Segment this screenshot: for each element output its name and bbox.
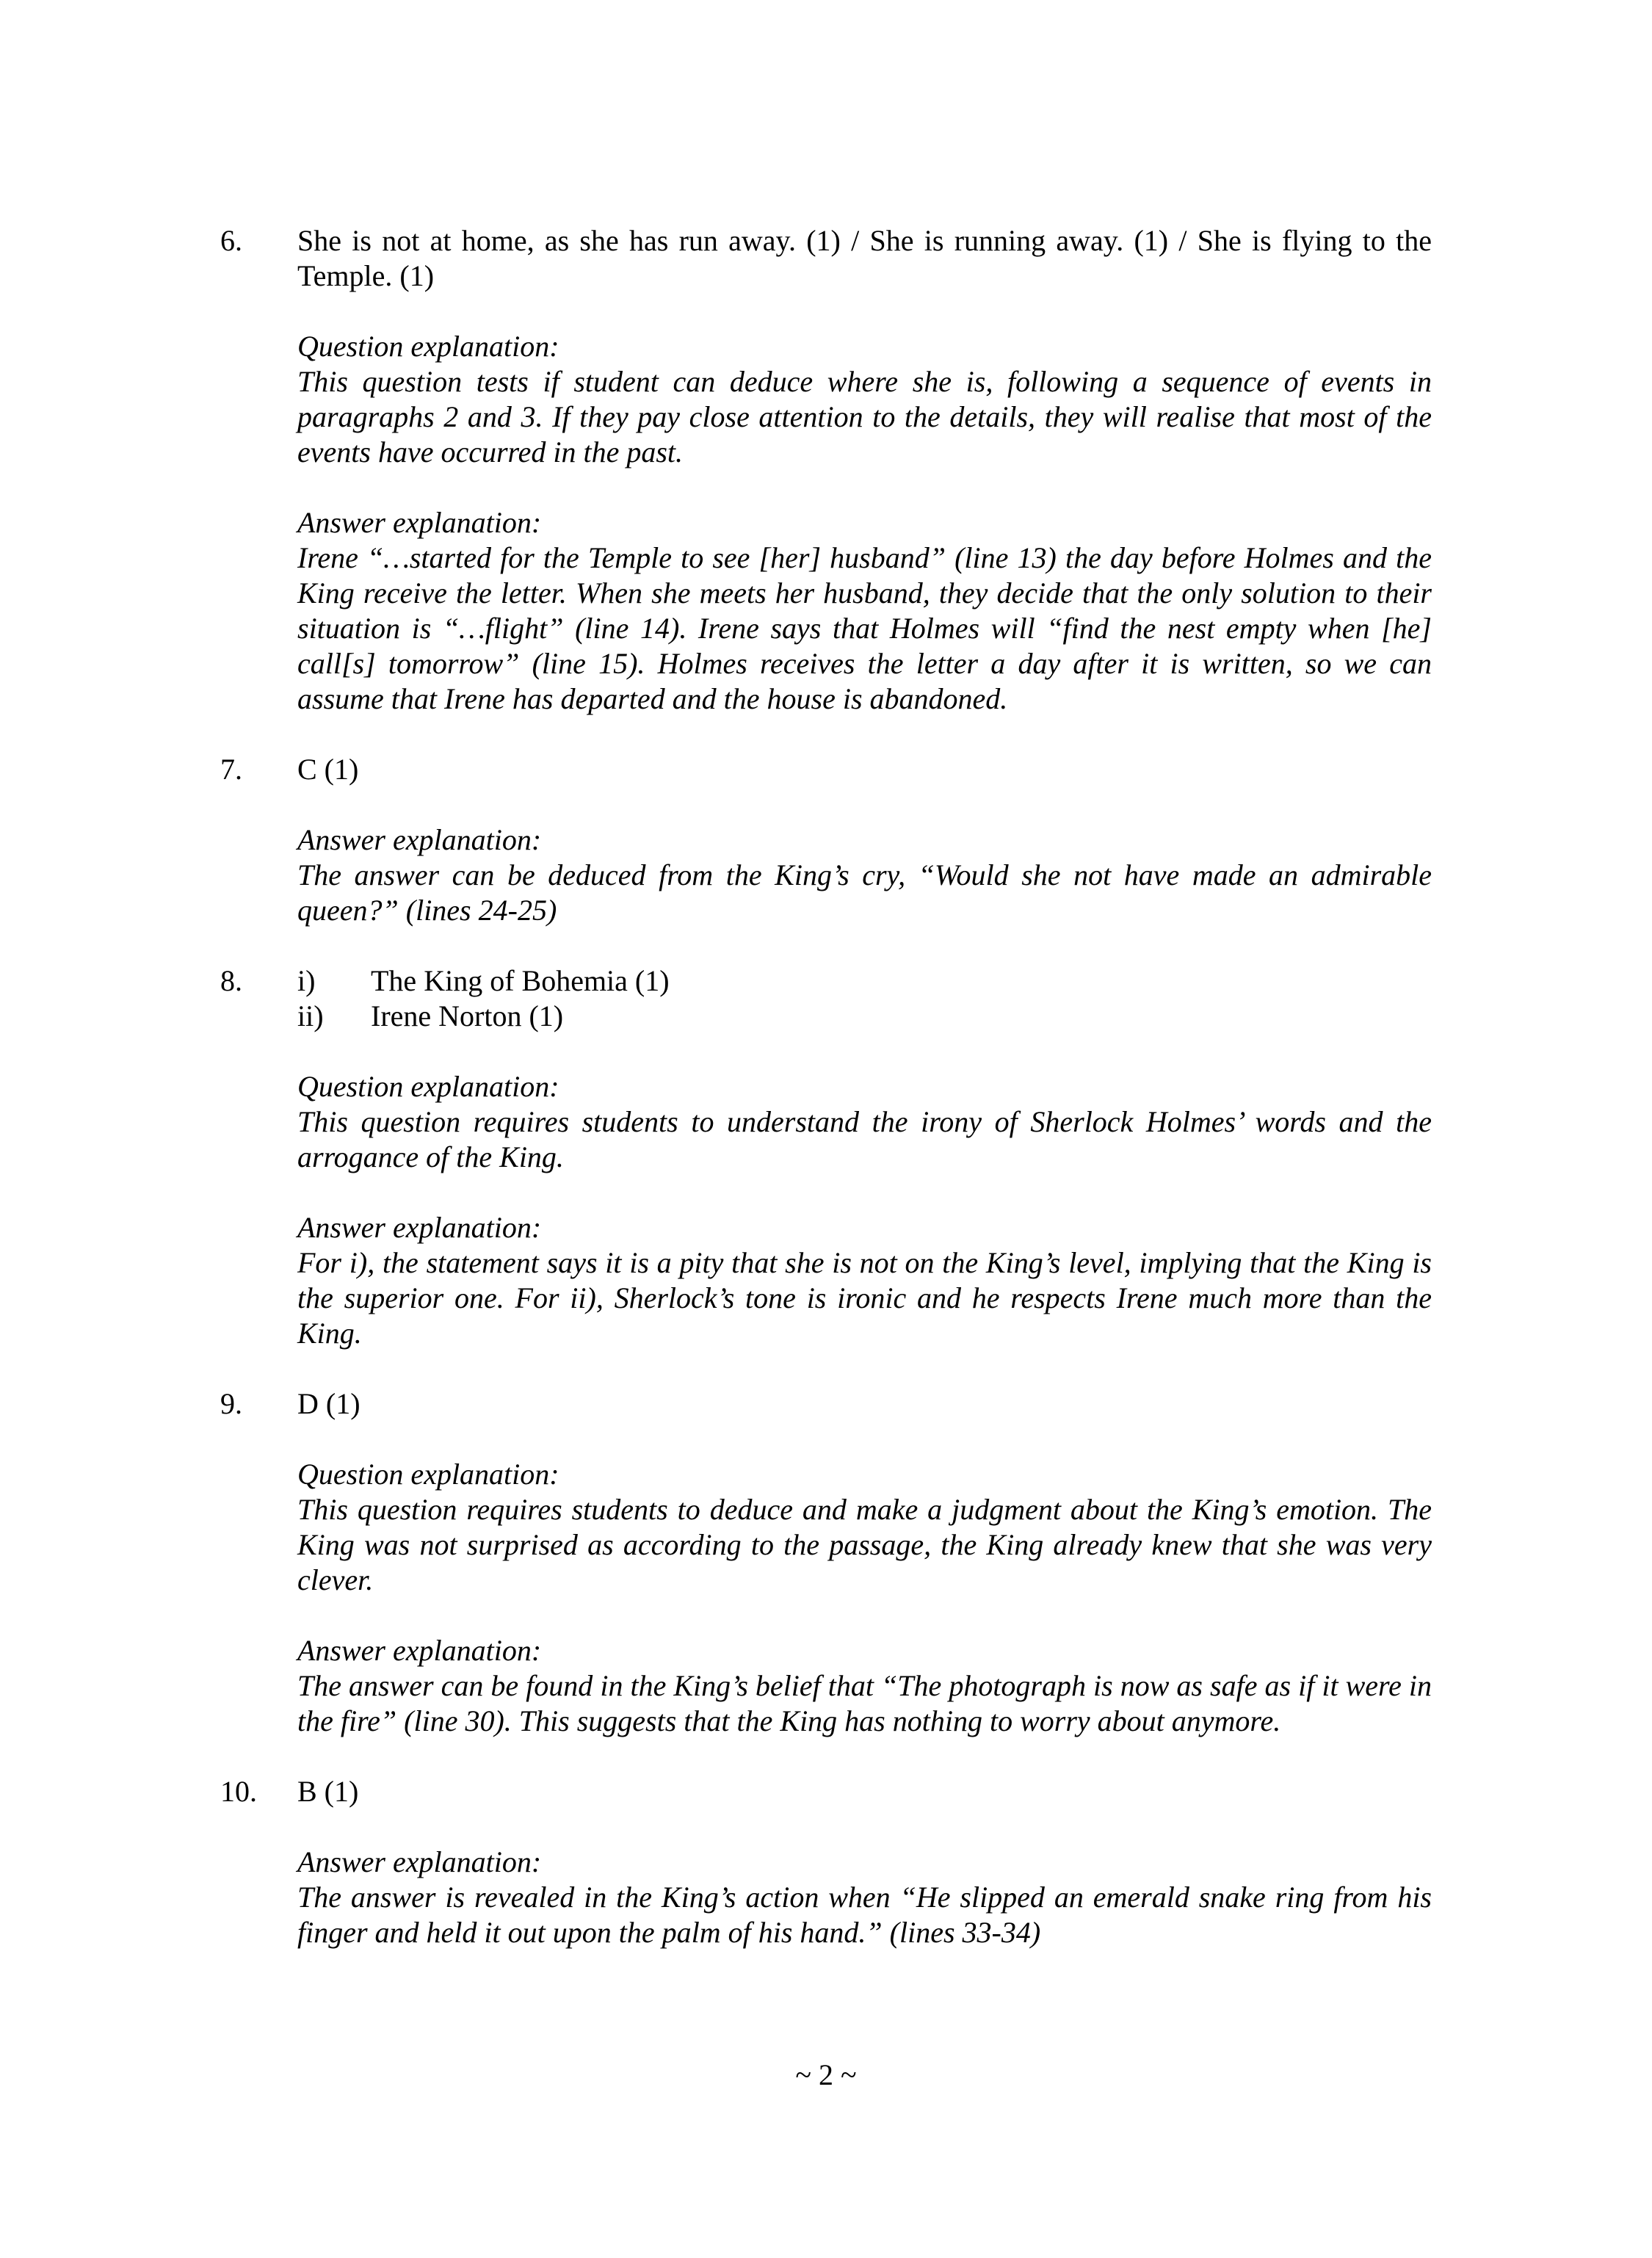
sub-answer-row <box>297 963 1432 999</box>
blank-line <box>220 928 1432 963</box>
sub-answer-marker: i) <box>297 964 316 997</box>
blank-line <box>297 1598 1432 1633</box>
answer-key-content <box>220 223 1432 1950</box>
question-number: 10. <box>220 1775 257 1808</box>
sub-answer-text: The King of Bohemia (1) <box>371 964 670 997</box>
answer-text: C (1) <box>297 753 359 786</box>
question-number: 9. <box>220 1387 242 1420</box>
blank-line <box>297 1034 1432 1069</box>
answer-explanation-label: Answer explanation: <box>297 1211 542 1244</box>
question-item-10 <box>220 1774 1432 1950</box>
sub-answer-marker: ii) <box>297 999 324 1032</box>
blank-line <box>220 1351 1432 1386</box>
question-item-7 <box>220 752 1432 928</box>
sub-answer-text: Irene Norton (1) <box>371 999 564 1032</box>
question-explanation-label: Question explanation: <box>297 1458 559 1491</box>
answer-explanation-text: The answer can be deduced from the King’s cry, “Would she not have made an admirable queen?” (lines 24-25) <box>297 858 1432 927</box>
question-number: 6. <box>220 224 242 257</box>
question-explanation-text: This question tests if student can deduce where she is, following a sequence of events in paragraphs 2 and 3. If they pay close attention to the details, they will realise that most of the events have occurred in the past. <box>297 365 1432 468</box>
blank-line <box>297 1175 1432 1210</box>
question-explanation-text: This question requires students to understand the irony of Sherlock Holmes’ words and the arrogance of the King. <box>297 1105 1432 1173</box>
question-explanation-label: Question explanation: <box>297 330 559 363</box>
answer-explanation-label: Answer explanation: <box>297 1634 542 1667</box>
blank-line <box>297 470 1432 505</box>
question-item-6 <box>220 223 1432 717</box>
answer-text: B (1) <box>297 1775 359 1808</box>
question-number: 8. <box>220 964 242 997</box>
blank-line <box>220 1739 1432 1774</box>
blank-line <box>297 1809 1432 1845</box>
question-body <box>297 1774 1432 1950</box>
answer-text: D (1) <box>297 1387 361 1420</box>
answer-explanation-text: Irene “…started for the Temple to see [her] husband” (line 13) the day before Holmes and the King receive the letter. When she meets her husband, they decide that the only solution to their situation is “…flight” (line 14). Irene says that Holmes will “find the nest empty when [he] call[s] tomorrow” (line 15). Holmes receives the letter a day after it is written, so we can assume that Irene has departed and the house is abandoned. <box>297 541 1432 715</box>
question-body <box>297 1386 1432 1739</box>
answer-text: She is not at home, as she has run away. (1) / She is running away. (1) / She is flying to the Temple. (1) <box>297 224 1432 292</box>
blank-line <box>220 717 1432 752</box>
answer-explanation-label: Answer explanation: <box>297 506 542 539</box>
sub-answer-row <box>297 999 1432 1034</box>
answer-explanation-label: Answer explanation: <box>297 1845 542 1878</box>
question-number: 7. <box>220 753 242 786</box>
blank-line <box>297 294 1432 329</box>
blank-line <box>297 787 1432 822</box>
question-body <box>297 752 1432 928</box>
question-item-9 <box>220 1386 1432 1739</box>
answer-explanation-text: The answer is revealed in the King’s action when “He slipped an emerald snake ring from his finger and held it out upon the palm of his hand.” (lines 33-34) <box>297 1881 1432 1949</box>
question-explanation-text: This question requires students to deduce and make a judgment about the King’s emotion. The King was not surprised as according to the passage, the King already knew that she was very clever. <box>297 1493 1432 1596</box>
answer-explanation-text: For i), the statement says it is a pity that she is not on the King’s level, implying that the King is the superior one. For ii), Sherlock’s tone is ironic and he respects Irene much more than the King. <box>297 1246 1432 1350</box>
answer-explanation-text: The answer can be found in the King’s belief that “The photograph is now as safe as if it were in the fire” (line 30). This suggests that the King has nothing to worry about anymore. <box>297 1669 1432 1737</box>
blank-line <box>297 1422 1432 1457</box>
answer-explanation-label: Answer explanation: <box>297 823 542 856</box>
question-body <box>297 963 1432 1351</box>
page-number-footer: ~ 2 ~ <box>795 2058 857 2091</box>
question-item-8 <box>220 963 1432 1351</box>
question-body <box>297 223 1432 717</box>
question-explanation-label: Question explanation: <box>297 1070 559 1103</box>
